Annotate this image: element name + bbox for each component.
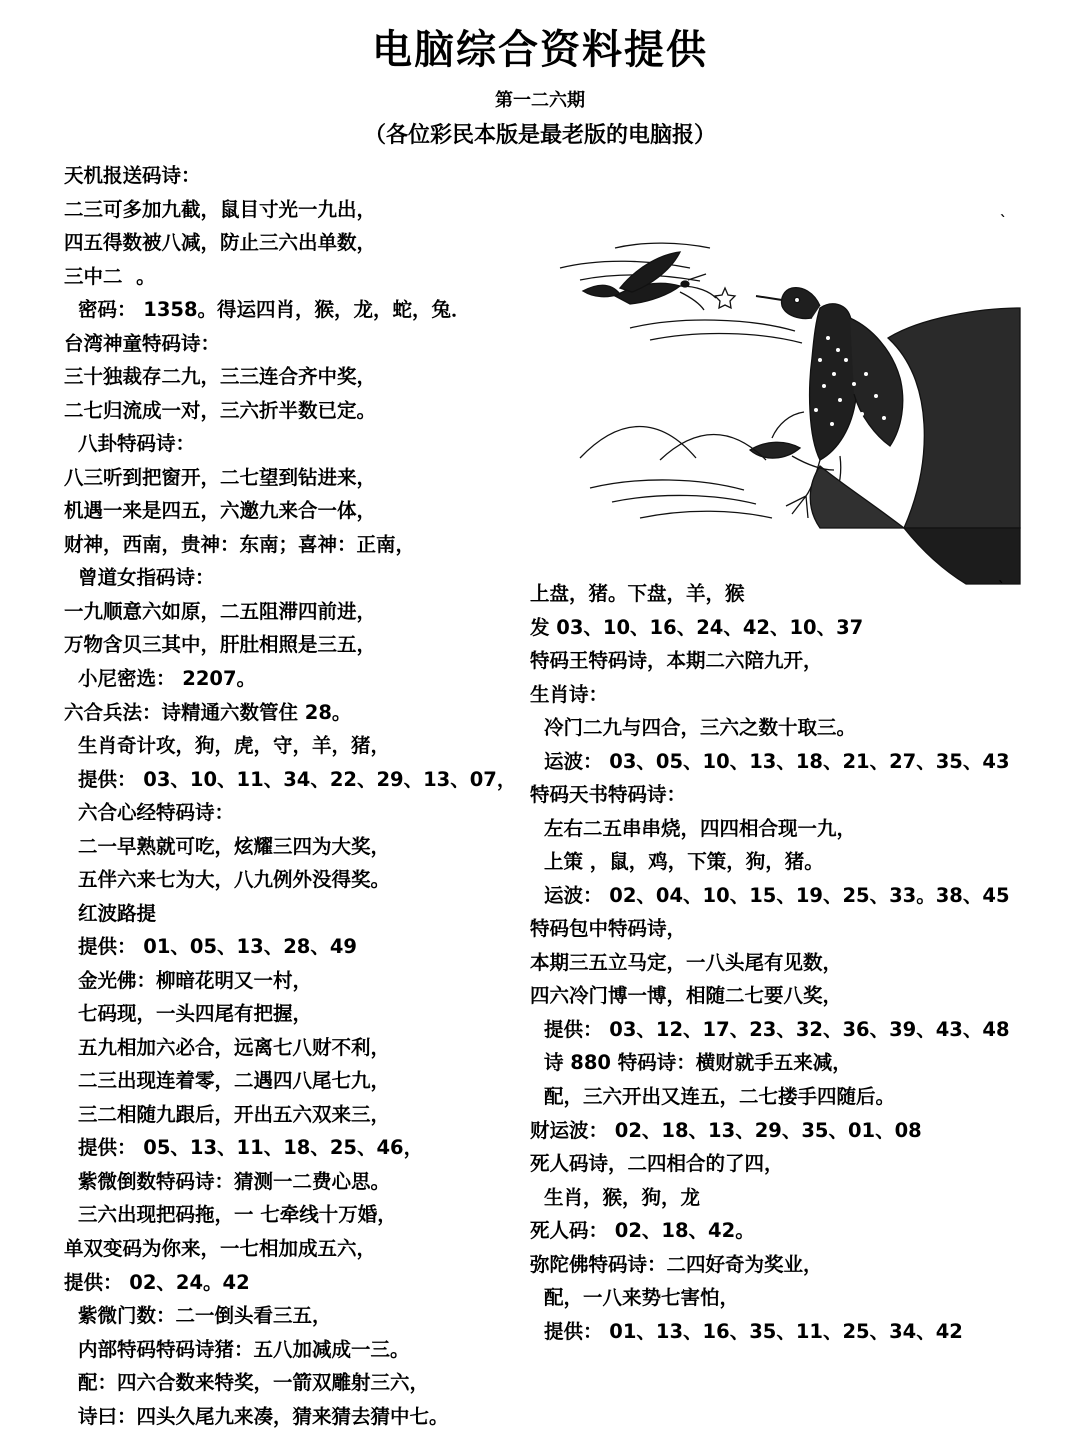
left-column-line: 单双变码为你来，一七相加成五六， xyxy=(64,1237,377,1260)
left-column-line: 三中二 。 xyxy=(64,264,156,288)
right-column-line: 诗 880 特码诗：横财就手五来减， xyxy=(544,1051,852,1075)
left-column-line: 生肖奇计攻，狗，虎，守，羊，猪， xyxy=(78,734,391,758)
left-column-line: 密码： 1358。得运四肖，猴，龙，蛇，兔． xyxy=(78,298,471,322)
right-column-line: 上盘，猪。下盘，羊，猴 xyxy=(530,582,745,605)
right-column-line: 特码包中特码诗， xyxy=(530,917,687,941)
right-column-line: 生肖，猴，狗，龙 xyxy=(544,1185,701,1209)
right-column-line: 上策 ，鼠，鸡，下策，狗，猪。 xyxy=(544,850,824,874)
left-column-line: 三二相随九跟后，开出五六双来三， xyxy=(78,1102,391,1126)
left-column-line: 二七归流成一对，三六折半数已定。 xyxy=(64,398,377,422)
left-column-line: 财神，西南，贵神：东南；喜神：正南， xyxy=(64,532,416,556)
left-column-line: 紫微门数：二一倒头看三五， xyxy=(78,1304,332,1328)
left-column-line: 六合兵法：诗精通六数管住 28。 xyxy=(64,700,352,724)
right-column-line: 左右二五串串烧，四四相合现一九， xyxy=(544,816,857,840)
right-column-line: 冷门二九与四合，三六之数十取三。 xyxy=(544,716,857,740)
left-column-line: 天机报送码诗： xyxy=(64,164,201,187)
right-column-line: 死人码： 02、18、42。 xyxy=(530,1219,755,1243)
document-page xyxy=(0,27,1080,1428)
left-column-line: 内部特码特码诗猪：五八加减成一三。 xyxy=(78,1337,410,1361)
right-column-line: 配，一八来势七害怕， xyxy=(544,1286,740,1310)
right-column-line: 特码天书特码诗： xyxy=(530,783,687,807)
left-column-line: 六合心经特码诗： xyxy=(78,801,235,825)
right-column-line: 特码王特码诗，本期二六陪九开， xyxy=(530,649,823,673)
right-column-line: 死人码诗，二四相合的了四， xyxy=(530,1152,784,1176)
left-column-line: 金光佛：柳暗花明又一村， xyxy=(78,968,313,992)
left-column-line: 机遇一来是四五，六邀九来合一体， xyxy=(64,499,377,523)
left-column-line: 八卦特码诗： xyxy=(78,432,196,456)
right-column-line: 四六冷门博一博，相随二七要八奖， xyxy=(530,984,843,1008)
left-text-column xyxy=(64,159,534,1433)
right-column-line: 本期三五立马定，一八头尾有见数， xyxy=(530,950,843,974)
left-column-line: 八三听到把窗开，二七望到钻进来， xyxy=(64,465,377,489)
left-column-line: 三十独裁存二九，三三连合齐中奖， xyxy=(64,365,377,389)
left-column-line: 台湾神童特码诗： xyxy=(64,331,221,355)
right-text-column xyxy=(530,577,1010,1348)
left-column-line: 曾道女指码诗： xyxy=(78,566,215,590)
left-column-line: 三六出现把码拖，一 七牵线十万婚， xyxy=(78,1203,397,1227)
issue-number: 第一二六期 xyxy=(495,90,585,111)
left-column-line: 提供： 05、13、11、18、25、46， xyxy=(78,1136,424,1160)
right-column-line: 发 03、10、16、24、42、10、37 xyxy=(530,615,864,639)
right-column-line: 运波： 03、05、10、13、18、21、27、35、43 xyxy=(544,749,1010,773)
left-column-line: 紫微倒数特码诗：猜测一二费心思。 xyxy=(78,1169,391,1193)
left-column-line: 提供： 02、24。42 xyxy=(64,1270,250,1294)
left-column-line: 四五得数被八减，防止三六出单数， xyxy=(64,231,377,255)
right-column-line: 财运波： 02、18、13、29、35、01、08 xyxy=(530,1118,922,1142)
right-column-line: 弥陀佛特码诗：二四好奇为奖业， xyxy=(530,1252,823,1276)
left-column-line: 二三出现连着零，二遇四八尾七九， xyxy=(78,1069,391,1093)
left-column-line: 二三可多加九截，鼠目寸光一九出， xyxy=(64,197,377,221)
birds-on-rock-illustration xyxy=(520,188,1020,608)
right-column-line: 配，三六开出又连五，二七搂手四随后。 xyxy=(544,1084,896,1108)
page-title: 电脑综合资料提供 xyxy=(372,27,708,73)
left-column-line: 五伴六来七为大，八九例外没得奖。 xyxy=(78,868,391,892)
left-column-line: 万物含贝三其中，肝肚相照是三五， xyxy=(64,633,377,657)
right-column-line: 运波： 02、04、10、15、19、25、33。38、45 xyxy=(544,883,1010,907)
right-column-line: 生肖诗： xyxy=(530,682,609,706)
right-column-line: 提供： 01、13、16、35、11、25、34、42 xyxy=(544,1319,963,1343)
left-column-line: 小尼密选： 2207。 xyxy=(78,666,257,690)
left-column-line: 二一早熟就可吃，炫耀三四为大奖， xyxy=(78,834,391,858)
left-column-line: 红波路提 xyxy=(78,901,157,925)
left-column-line: 五九相加六必合，远离七八财不利， xyxy=(78,1035,391,1059)
left-column-line: 七码现，一头四尾有把握， xyxy=(78,1002,313,1026)
page-subtitle: （各位彩民本版是最老版的电脑报） xyxy=(363,123,716,148)
right-column-line: 提供： 03、12、17、23、32、36、39、43、48 xyxy=(544,1017,1010,1041)
stray-mark-mid-right: ˋ xyxy=(998,580,1005,596)
left-column-line: 一九顺意六如原，二五阻滞四前进， xyxy=(64,599,377,623)
left-column-line: 提供： 01、05、13、28、49 xyxy=(78,935,357,959)
left-column-line: 配：四六合数来特奖，一箭双雕射三六， xyxy=(78,1371,430,1395)
left-column-line: 提供： 03、10、11、34、22、29、13、07， xyxy=(78,767,517,791)
stray-mark-top-right: ˋ xyxy=(1000,214,1007,230)
left-column-line: 诗曰：四头久尾九来凑，猜来猜去猜中七。 xyxy=(78,1404,449,1428)
